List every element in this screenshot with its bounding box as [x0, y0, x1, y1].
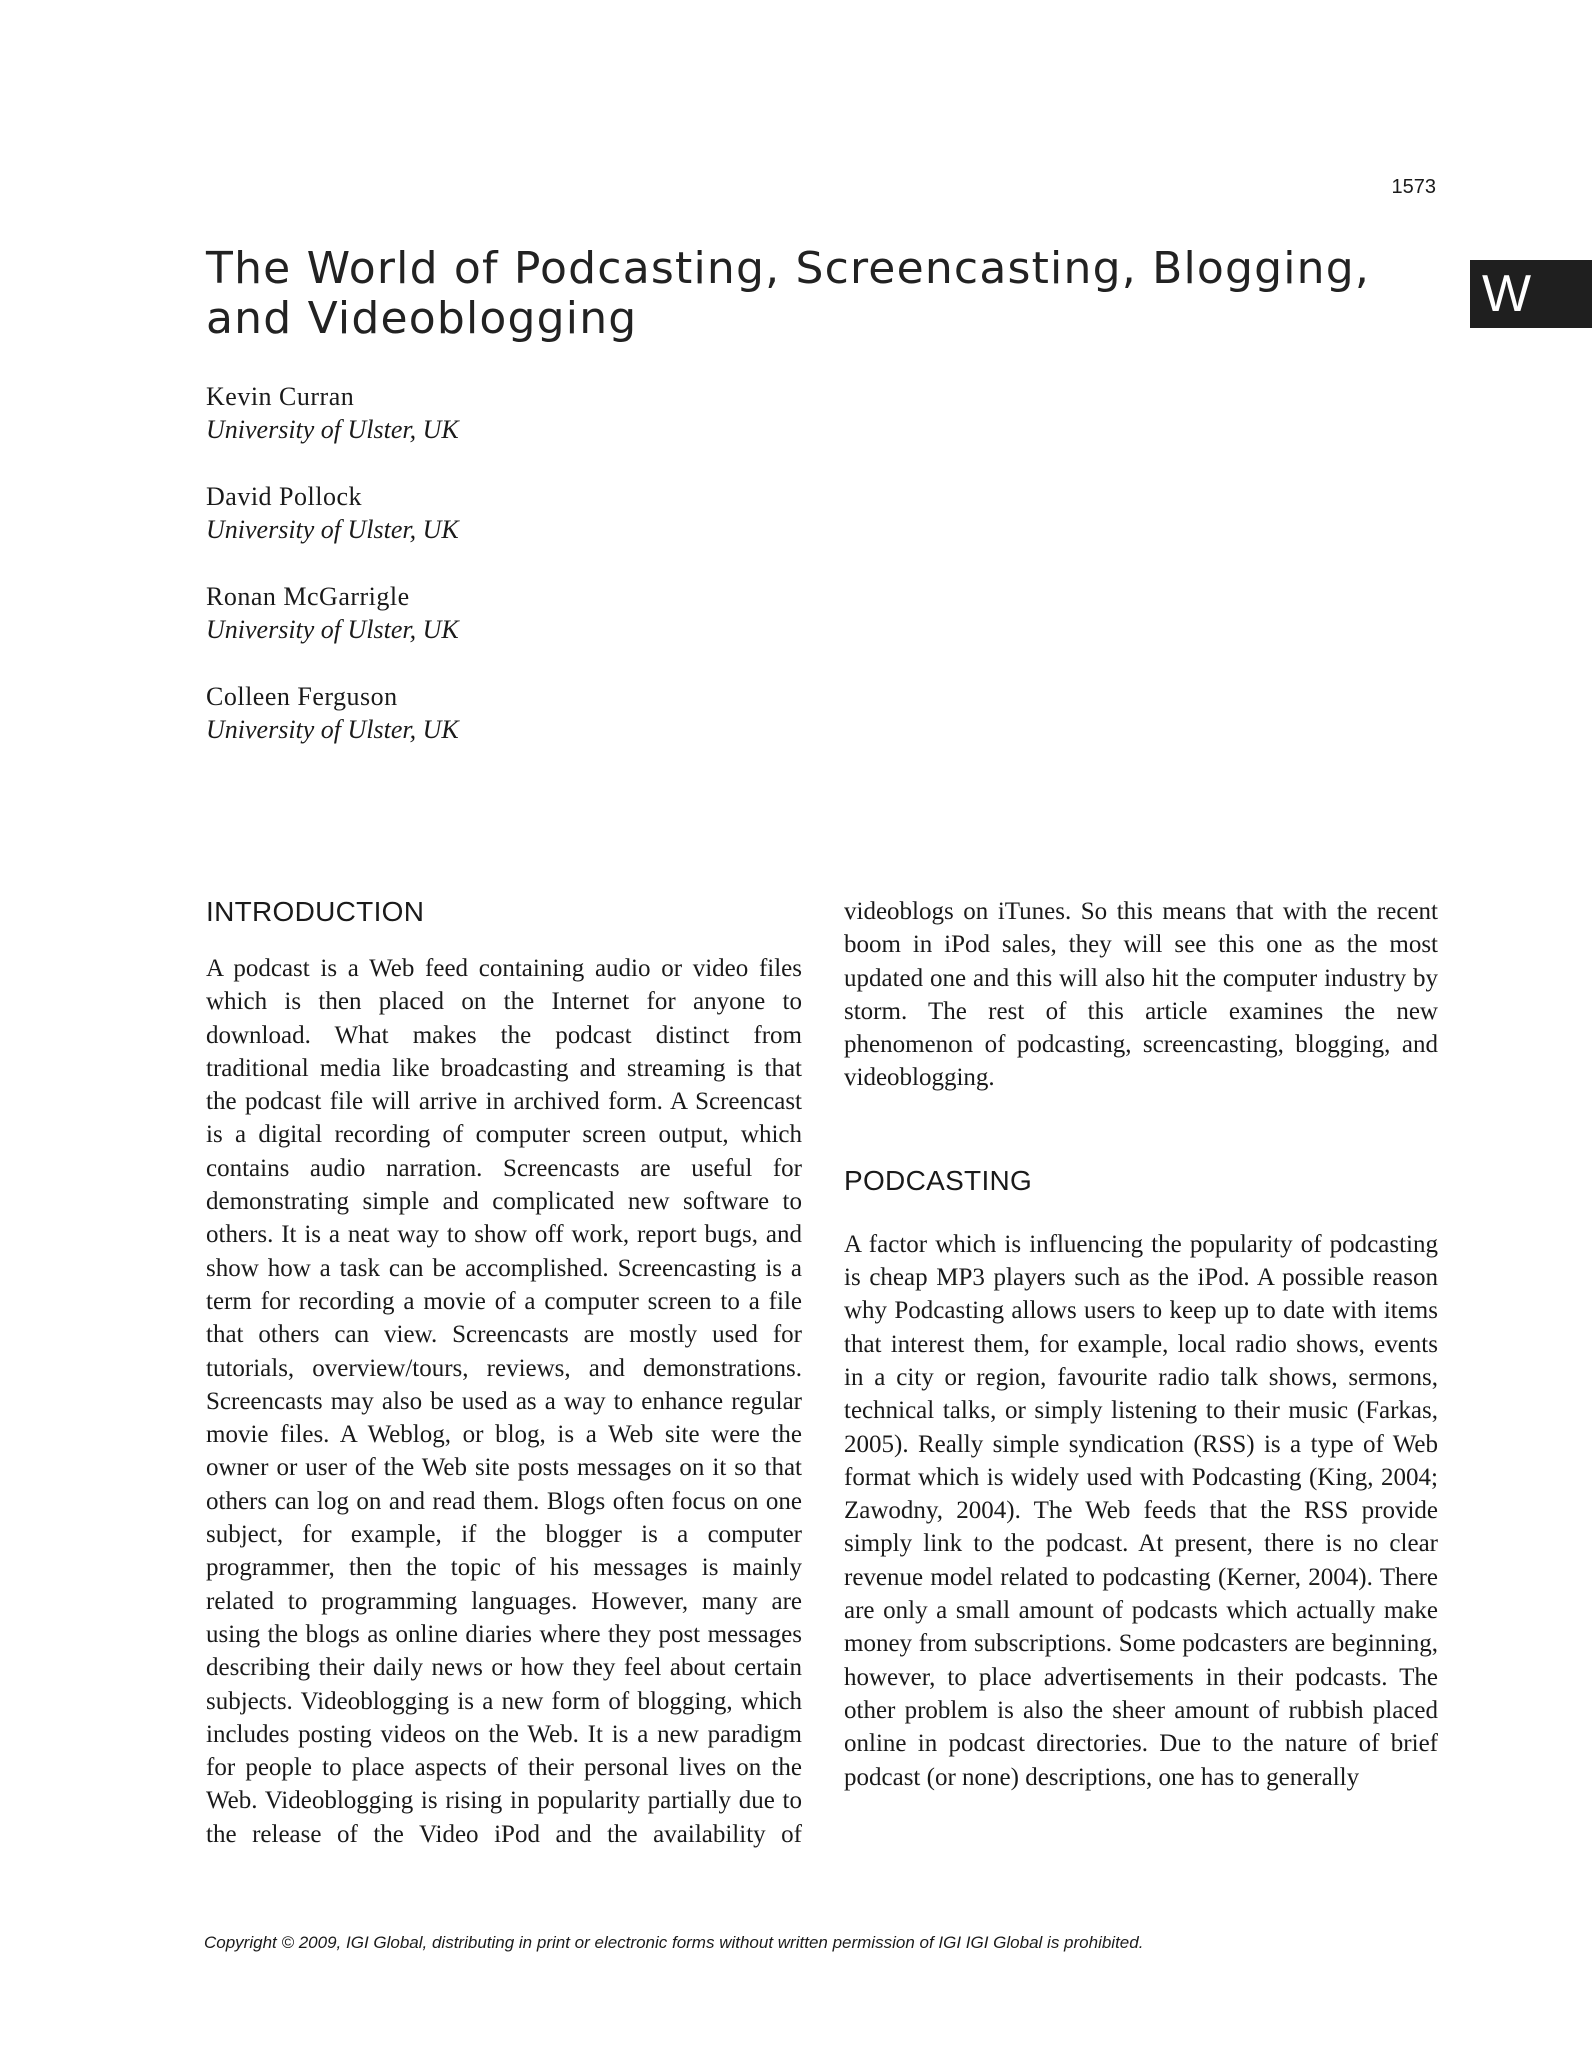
article-title: The World of Podcasting, Screencasting, Blogging, and Videoblogging: [206, 243, 1371, 344]
author-name: Colleen Ferguson: [206, 682, 398, 711]
author-list: [206, 380, 906, 780]
author-affiliation: University of Ulster, UK: [206, 515, 459, 544]
podcasting-heading: PODCASTING: [844, 1164, 1033, 1196]
section-letter: W: [1482, 265, 1532, 323]
introduction-paragraph-continued: videoblogs on iTunes. So this means that with the recent boom in iPod sales, they will see this one as the most updated one and this will also hit the computer industry by storm. The rest of this article examines the new phenomenon of podcasting, screencasting, blogging, and videoblogging.: [844, 898, 1438, 1092]
author-affiliation: University of Ulster, UK: [206, 415, 459, 444]
author-block: [206, 480, 906, 580]
author-name: David Pollock: [206, 482, 362, 511]
author-block: [206, 580, 906, 680]
right-column: [844, 895, 1438, 1794]
podcasting-paragraph: A factor which is influencing the popularity of podcasting is cheap MP3 players such as the iPod. A possible reason why Podcasting allows users to keep up to date with items that interest them, for example, local radio shows, events in a city or region, favourite radio talk shows, sermons, technical talks, or simply listening to their music (Farkas, 2005). Really simple syndication (RSS) is a type of Web format which is widely used with Podcasting (King, 2004; Zawodny, 2004). The Web feeds that the RSS provide simply link to the podcast. At present, there is no clear revenue model related to podcasting (Kerner, 2004). There are only a small amount of podcasts which actually make money from subscriptions. Some podcasters are beginning, however, to place advertisements in their podcasts. The other problem is also the sheer amount of rubbish placed online in podcast directories. Due to the nature of brief podcast (or none) descriptions, one has to generally: [844, 1230, 1438, 1791]
copyright-notice: Copyright © 2009, IGI Global, distributing in print or electronic forms without written permission of IGI IGI Global is prohibited.: [204, 1933, 1144, 1952]
introduction-heading: INTRODUCTION: [206, 896, 425, 927]
author-block: [206, 680, 906, 780]
author-affiliation: University of Ulster, UK: [206, 715, 459, 744]
author-block: [206, 380, 906, 480]
author-name: Ronan McGarrigle: [206, 582, 410, 611]
section-tab: [1470, 260, 1592, 328]
introduction-paragraph: A podcast is a Web feed containing audio or video files which is then placed on the Internet for anyone to download. What makes the podcast distinct from traditional media like broadcasting and streaming is that the podcast file will arrive in archived form. A Screencast is a digital recording of computer screen output, which contains audio narration. Screencasts are useful for demonstrating simple and complicated new software to others. It is a neat way to show off work, report bugs, and show how a task can be accomplished. Screencasting is a term for recording a movie of a computer screen to a file that others can view. Screencasts are mostly used for tutorials, overview/tours, reviews, and demonstrations. Screencasts may also be used as a way to enhance regular movie files. A Weblog, or blog, is a Web site were the owner or user of the Web site posts messages on it so that others can log on and read them. Blogs often focus on one subject, for example, if the blogger is a computer programmer, then the topic of his messages is mainly related to programming languages. However, many are using the blogs as online diaries where they post messages describing their daily news or how they feel about certain subjects. Videoblogging is a new form of blogging, which includes posting videos on the Web. It is a new paradigm for people to place aspects of their personal lives on the Web. Videoblogging is rising in popularity partially due to the release of the Video iPod and the availability of: [206, 955, 802, 1848]
author-name: Kevin Curran: [206, 382, 355, 411]
author-affiliation: University of Ulster, UK: [206, 615, 459, 644]
left-column: [206, 892, 802, 1884]
page-number: 1573: [1391, 176, 1436, 198]
